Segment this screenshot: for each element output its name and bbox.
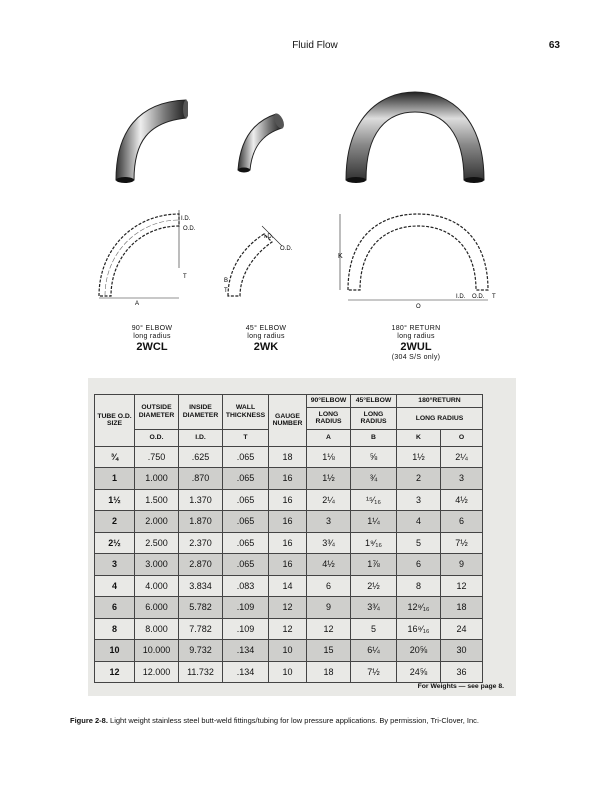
table-cell: .065 bbox=[223, 511, 269, 533]
cell-tube-size: 2 bbox=[95, 511, 135, 533]
table-cell: 11.732 bbox=[179, 661, 223, 683]
table-cell: 12 bbox=[269, 597, 307, 619]
table-cell: 2.370 bbox=[179, 532, 223, 554]
fitting-note: (304 S/S only) bbox=[391, 354, 441, 361]
header-od: O.D. bbox=[135, 429, 179, 446]
drawing-od-label: O.D. bbox=[183, 226, 196, 232]
header-inside-diameter: INSIDE DIAMETER bbox=[179, 395, 223, 430]
drawing-od-label-45: O.D. bbox=[280, 246, 293, 252]
table-cell: 12⁹⁄₁₆ bbox=[397, 597, 441, 619]
table-cell: 16 bbox=[269, 554, 307, 576]
table-cell: .065 bbox=[223, 468, 269, 490]
elbow-90-drawing bbox=[95, 208, 205, 308]
fitting-caption-180 bbox=[356, 325, 476, 362]
table-cell: 6 bbox=[441, 511, 483, 533]
table-cell: 14 bbox=[269, 575, 307, 597]
cell-tube-size: 10 bbox=[95, 640, 135, 662]
table-cell: 3 bbox=[397, 489, 441, 511]
table-cell: 4.000 bbox=[135, 575, 179, 597]
table-cell: ¹⁵⁄₁₆ bbox=[351, 489, 397, 511]
page-header bbox=[70, 40, 560, 54]
table-cell: 6¼ bbox=[351, 640, 397, 662]
drawing-od-label-180: O.D. bbox=[472, 294, 485, 300]
table-cell: 1½ bbox=[397, 446, 441, 468]
table-cell: 16 bbox=[269, 511, 307, 533]
table-cell: 16⁹⁄₁₆ bbox=[397, 618, 441, 640]
table-cell: 7½ bbox=[441, 532, 483, 554]
table-cell: 12.000 bbox=[135, 661, 179, 683]
table-cell: 36 bbox=[441, 661, 483, 683]
table-cell: 1½ bbox=[307, 468, 351, 490]
table-cell: 2 bbox=[397, 468, 441, 490]
table-cell: 3.834 bbox=[179, 575, 223, 597]
table-cell: 16 bbox=[269, 532, 307, 554]
drawing-id-label: I.D. bbox=[181, 216, 191, 222]
table-cell: 2¼ bbox=[307, 489, 351, 511]
table-cell: 12 bbox=[307, 618, 351, 640]
table-cell: .065 bbox=[223, 532, 269, 554]
table-cell: .870 bbox=[179, 468, 223, 490]
table-cell: 24 bbox=[441, 618, 483, 640]
table-cell: .065 bbox=[223, 554, 269, 576]
table-cell: 4½ bbox=[307, 554, 351, 576]
table-cell: 12 bbox=[441, 575, 483, 597]
table-cell: 3¾ bbox=[351, 597, 397, 619]
table-cell: 10 bbox=[269, 661, 307, 683]
table-cell: 1⁹⁄₁₆ bbox=[351, 532, 397, 554]
table-cell: 24⅝ bbox=[397, 661, 441, 683]
table-cell: 4 bbox=[397, 511, 441, 533]
fitting-model: 2WCL bbox=[136, 341, 168, 353]
header-outside-diameter: OUTSIDE DIAMETER bbox=[135, 395, 179, 430]
elbow-90-photo bbox=[108, 92, 188, 184]
table-cell: 10 bbox=[269, 640, 307, 662]
cell-tube-size: 1 bbox=[95, 468, 135, 490]
header-k: K bbox=[397, 429, 441, 446]
cell-tube-size: 12 bbox=[95, 661, 135, 683]
table-cell: 9.732 bbox=[179, 640, 223, 662]
fitting-detail: long radius bbox=[247, 333, 285, 340]
table-cell: 5 bbox=[397, 532, 441, 554]
table-cell: 7.782 bbox=[179, 618, 223, 640]
table-row bbox=[95, 575, 483, 597]
table-cell: 7½ bbox=[351, 661, 397, 683]
header-return-180: 180°RETURN bbox=[397, 395, 483, 408]
drawing-o-label: O bbox=[416, 304, 421, 310]
table-cell: .109 bbox=[223, 597, 269, 619]
return-180-drawing bbox=[338, 208, 498, 312]
cell-tube-size: ¾ bbox=[95, 446, 135, 468]
drawing-id-label-45: I.D. bbox=[264, 234, 274, 240]
table-cell: 1¼ bbox=[351, 511, 397, 533]
cell-tube-size: 4 bbox=[95, 575, 135, 597]
fitting-model: 2WK bbox=[253, 341, 279, 353]
spec-table-panel bbox=[88, 378, 516, 696]
table-cell: 8 bbox=[397, 575, 441, 597]
table-cell: 9 bbox=[307, 597, 351, 619]
table-cell: 8.000 bbox=[135, 618, 179, 640]
header-long-radius-a: LONG RADIUS bbox=[307, 408, 351, 430]
table-cell: 2.870 bbox=[179, 554, 223, 576]
drawing-k-label: K bbox=[338, 253, 343, 260]
table-cell: 1.500 bbox=[135, 489, 179, 511]
figure-label: Figure 2-8. bbox=[70, 716, 108, 725]
fitting-name: 90° ELBOW bbox=[131, 325, 173, 332]
table-cell: 18 bbox=[269, 446, 307, 468]
table-row bbox=[95, 511, 483, 533]
table-cell: 1.370 bbox=[179, 489, 223, 511]
fitting-caption-90 bbox=[92, 325, 212, 354]
table-cell: .083 bbox=[223, 575, 269, 597]
spec-table bbox=[94, 394, 483, 683]
table-cell: 4½ bbox=[441, 489, 483, 511]
header-a: A bbox=[307, 429, 351, 446]
table-cell: 2½ bbox=[351, 575, 397, 597]
table-row bbox=[95, 597, 483, 619]
table-cell: 16 bbox=[269, 489, 307, 511]
header-id: I.D. bbox=[179, 429, 223, 446]
table-cell: .065 bbox=[223, 489, 269, 511]
running-title: Fluid Flow bbox=[292, 40, 338, 51]
table-cell: ¾ bbox=[351, 468, 397, 490]
table-cell: .750 bbox=[135, 446, 179, 468]
table-cell: 1.870 bbox=[179, 511, 223, 533]
return-180-photo bbox=[340, 88, 490, 183]
table-cell: 18 bbox=[307, 661, 351, 683]
table-cell: .134 bbox=[223, 661, 269, 683]
header-tube-size: TUBE O.D. SIZE bbox=[95, 395, 135, 447]
table-cell: 18 bbox=[441, 597, 483, 619]
figure-caption bbox=[70, 716, 560, 725]
fitting-model: 2WUL bbox=[400, 341, 432, 353]
header-t: T bbox=[223, 429, 269, 446]
table-cell: 1⅛ bbox=[307, 446, 351, 468]
table-cell: 3 bbox=[441, 468, 483, 490]
table-row bbox=[95, 446, 483, 468]
table-cell: 6 bbox=[397, 554, 441, 576]
page-number: 63 bbox=[548, 40, 560, 51]
table-row bbox=[95, 661, 483, 683]
figure-text: Light weight stainless steel butt-weld fittings/tubing for low pressure applications. By permission, Tri-Clover, Inc. bbox=[110, 716, 479, 725]
table-cell: 9 bbox=[441, 554, 483, 576]
table-cell: 3 bbox=[307, 511, 351, 533]
cell-tube-size: 6 bbox=[95, 597, 135, 619]
table-cell: 10.000 bbox=[135, 640, 179, 662]
table-cell: 6.000 bbox=[135, 597, 179, 619]
table-cell: .109 bbox=[223, 618, 269, 640]
table-row bbox=[95, 468, 483, 490]
table-cell: 6 bbox=[307, 575, 351, 597]
header-elbow-45: 45°ELBOW bbox=[351, 395, 397, 408]
header-elbow-90: 90°ELBOW bbox=[307, 395, 351, 408]
table-row bbox=[95, 489, 483, 511]
drawing-t-label: T bbox=[183, 274, 187, 280]
table-cell: 16 bbox=[269, 468, 307, 490]
table-row bbox=[95, 554, 483, 576]
table-row bbox=[95, 532, 483, 554]
weights-footnote: For Weights — see page 8. bbox=[417, 683, 504, 690]
table-cell: .134 bbox=[223, 640, 269, 662]
table-cell: 12 bbox=[269, 618, 307, 640]
spec-table-body bbox=[95, 446, 483, 683]
table-cell: 3.000 bbox=[135, 554, 179, 576]
table-cell: 3¾ bbox=[307, 532, 351, 554]
table-cell: 15 bbox=[307, 640, 351, 662]
drawing-b-label: B bbox=[224, 278, 229, 284]
table-cell: 1.000 bbox=[135, 468, 179, 490]
table-cell: ⅝ bbox=[351, 446, 397, 468]
table-cell: 2.000 bbox=[135, 511, 179, 533]
header-long-radius-ko: LONG RADIUS bbox=[397, 408, 483, 430]
table-row bbox=[95, 640, 483, 662]
cell-tube-size: 3 bbox=[95, 554, 135, 576]
table-cell: 5.782 bbox=[179, 597, 223, 619]
fitting-detail: long radius bbox=[133, 333, 171, 340]
cell-tube-size: 2½ bbox=[95, 532, 135, 554]
elbow-45-drawing bbox=[222, 220, 302, 300]
header-o: O bbox=[441, 429, 483, 446]
fitting-caption-45 bbox=[206, 325, 326, 354]
drawing-id-label-180: I.D. bbox=[456, 294, 466, 300]
table-cell: 30 bbox=[441, 640, 483, 662]
elbow-45-photo bbox=[232, 104, 290, 174]
table-cell: .065 bbox=[223, 446, 269, 468]
table-cell: 5 bbox=[351, 618, 397, 640]
header-wall-thickness: WALL THICKNESS bbox=[223, 395, 269, 430]
table-cell: 2¼ bbox=[441, 446, 483, 468]
fitting-name: 180° RETURN bbox=[391, 325, 441, 332]
header-long-radius-b: LONG RADIUS bbox=[351, 408, 397, 430]
header-gauge-number: GAUGE NUMBER bbox=[269, 395, 307, 447]
cell-tube-size: 1½ bbox=[95, 489, 135, 511]
fitting-detail: long radius bbox=[397, 333, 435, 340]
table-row bbox=[95, 618, 483, 640]
drawing-t-label-45: T bbox=[224, 288, 228, 294]
drawing-a-label: A bbox=[135, 301, 140, 307]
drawing-t-label-180: T bbox=[492, 294, 496, 300]
header-b: B bbox=[351, 429, 397, 446]
table-cell: 2.500 bbox=[135, 532, 179, 554]
table-cell: 1⅞ bbox=[351, 554, 397, 576]
fitting-name: 45° ELBOW bbox=[245, 325, 287, 332]
table-cell: .625 bbox=[179, 446, 223, 468]
cell-tube-size: 8 bbox=[95, 618, 135, 640]
table-cell: 20⅝ bbox=[397, 640, 441, 662]
